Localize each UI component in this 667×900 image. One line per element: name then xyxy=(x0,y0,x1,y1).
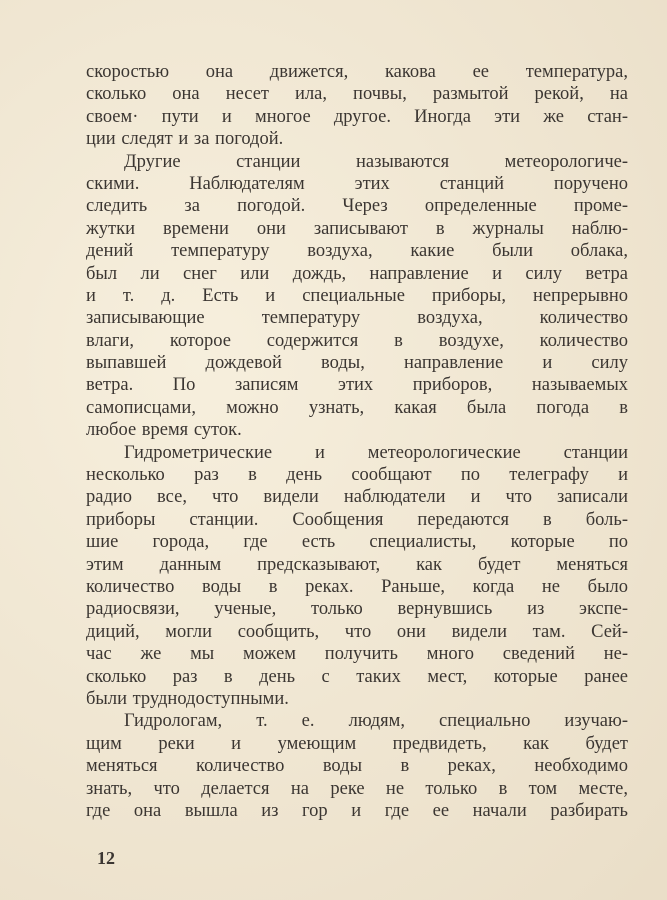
text-line: влаги, которое содержится в воздухе, количество xyxy=(86,330,628,351)
text-line: шие города, где есть специалисты, которые по xyxy=(86,532,628,553)
text-line: ции следят и за погодой. xyxy=(86,129,284,150)
text-line: и т. д. Есть и специальные приборы, непрерывно xyxy=(86,285,628,306)
text-line: этим данным предсказывают, как будет меняться xyxy=(86,554,628,575)
text-line: скоростью она движется, какова ее температура, xyxy=(86,62,628,82)
paragraph-first-line: Другие станции называются метеорологиче- xyxy=(124,151,628,172)
text-line: количество воды в реках. Раньше, когда не было xyxy=(86,576,628,597)
text-line: несколько раз в день сообщают по телеграфу и xyxy=(86,465,628,486)
text-line: ветра. По записям этих приборов, называемых xyxy=(86,375,628,396)
text-line: где она вышла из гор и где ее начали разбирать xyxy=(86,800,628,821)
text-line: приборы станции. Сообщения передаются в боль- xyxy=(86,509,628,530)
text-line: дений температуру воздуха, какие были облака, xyxy=(86,241,628,262)
text-line: диций, могли сообщить, что они видели там. Сей- xyxy=(86,621,628,642)
text-line: следить за погодой. Через определенные проме- xyxy=(86,196,628,217)
page-number: 12 xyxy=(97,848,115,868)
text-line: выпавшей дождевой воды, направление и силу xyxy=(86,353,628,374)
text-line: знать, что делается на реке не только в том месте, xyxy=(86,778,628,799)
text-line: жутки времени они записывают в журналы наблю- xyxy=(86,218,628,239)
text-line: своем· пути и многое другое. Иногда эти же стан- xyxy=(86,106,628,127)
text-line: был ли снег или дождь, направление и силу ветра xyxy=(86,263,628,284)
text-line: самописцами, можно узнать, какая была погода в xyxy=(86,397,628,418)
text-line: сколько раз в день с таких мест, которые ранее xyxy=(86,666,628,687)
text-line: час же мы можем получить много сведений не- xyxy=(86,644,628,665)
text-line: любое время суток. xyxy=(86,420,242,441)
text-line: скими. Наблюдателям этих станций поручено xyxy=(86,173,628,194)
text-line: были труднодоступными. xyxy=(86,688,289,709)
page-body-text xyxy=(86,61,628,822)
text-line: сколько она несет ила, почвы, размытой рекой, на xyxy=(86,84,628,105)
paragraph-first-line: Гидрологам, т. е. людям, специально изучаю- xyxy=(124,711,628,732)
text-line: меняться количество воды в реках, необходимо xyxy=(86,756,628,777)
text-line: щим реки и умеющим предвидеть, как будет xyxy=(86,733,628,754)
paragraph-first-line: Гидрометрические и метеорологические станции xyxy=(124,442,628,463)
text-line: записывающие температуру воздуха, количество xyxy=(86,308,628,329)
text-line: радиосвязи, ученые, только вернувшись из экспе- xyxy=(86,599,628,620)
text-line: радио все, что видели наблюдатели и что записали xyxy=(86,487,628,508)
